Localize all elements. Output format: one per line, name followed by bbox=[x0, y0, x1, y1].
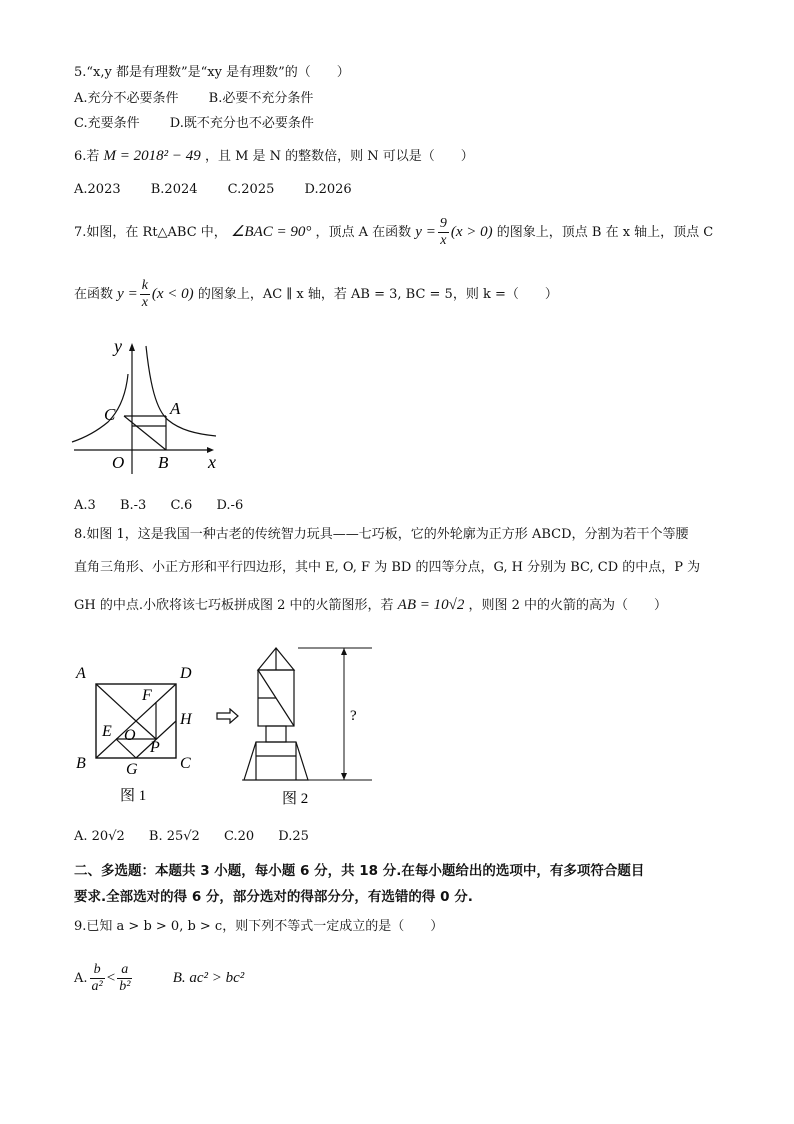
q7-label-b: B bbox=[158, 453, 169, 472]
q7-func2-lhs: y = bbox=[117, 286, 138, 302]
q7-segment-cb bbox=[124, 416, 166, 450]
q8-fig2-question: ? bbox=[350, 708, 357, 724]
q9-stem: 9.已知 a > b > 0, b > c，则下列不等式一定成立的是（ ） bbox=[74, 919, 444, 934]
q8-fig1-label-f: F bbox=[142, 687, 152, 704]
q7-func2-den: x bbox=[141, 295, 148, 310]
q6-stem-math: M = 2018² − 49 bbox=[103, 148, 201, 164]
q5-options-row2 bbox=[74, 115, 340, 133]
q8-line3-post: ，则图 2 中的火箭的高为（ ） bbox=[468, 598, 668, 613]
q8-fig1-label-a: A bbox=[76, 665, 86, 682]
q8-fig1-label-e: E bbox=[102, 723, 112, 740]
q6-option-d: D.2026 bbox=[304, 182, 352, 197]
q9-option-a-label: A. bbox=[74, 971, 88, 986]
q8-fig1-label-b: B bbox=[76, 755, 86, 772]
q7-label-c: C bbox=[104, 405, 116, 424]
q7-func-domain: (x > 0) bbox=[450, 224, 493, 240]
q6-option-a: A.2023 bbox=[74, 182, 121, 197]
q8-fig1-label-p: P bbox=[150, 739, 160, 756]
q7-option-a: A.3 bbox=[74, 498, 96, 513]
q9-a-lden: a² bbox=[91, 979, 103, 994]
q8-line2: 直角三角形、小正方形和平行四边形，其中 E, O, F 为 BD 的四等分点，G, H 分别为 BC, CD 的中点，P 为 bbox=[74, 560, 701, 575]
q7-func-den: x bbox=[440, 233, 447, 248]
q7-func2-num: k bbox=[141, 278, 148, 293]
q8-fig2-arrow-down bbox=[341, 773, 347, 780]
q9-a-rden: b² bbox=[119, 979, 131, 994]
q8-line3-pre: GH 的中点.小欣将该七巧板拼成图 2 中的火箭图形，若 bbox=[74, 598, 394, 613]
q8-fig1-label-c: C bbox=[180, 755, 191, 772]
q7-options bbox=[74, 497, 263, 515]
q7-line2-post: 的图象上，AC ∥ x 轴，若 AB = 3, BC = 5，则 k =（ ） bbox=[197, 287, 558, 302]
q9-options bbox=[74, 960, 244, 997]
q7-option-c: C.6 bbox=[170, 498, 193, 513]
q6-options bbox=[74, 181, 378, 199]
q7-curve-right bbox=[146, 346, 216, 436]
q5-stem: 5.“x,y 都是有理数”是“xy 是有理数”的（ ） bbox=[74, 65, 350, 80]
q7-func-num: 9 bbox=[439, 216, 447, 231]
q6-stem-post: ，且 M 是 N 的整数倍，则 N 可以是（ ） bbox=[204, 149, 474, 164]
q7-line2-pre: 在函数 bbox=[74, 287, 114, 302]
q8-option-d: D.25 bbox=[278, 829, 309, 844]
q8-fig1-line-a-o bbox=[96, 684, 136, 721]
q7-label-a: A bbox=[170, 399, 181, 418]
q8-fig2-fins bbox=[244, 742, 308, 780]
q9-option-a-right-fraction bbox=[117, 962, 132, 995]
q8-fig1-label-g: G bbox=[126, 761, 138, 778]
q8-option-a: A. 20√2 bbox=[74, 829, 125, 844]
q7-figure bbox=[68, 334, 228, 476]
q8-figure1 bbox=[68, 656, 208, 806]
q7-func2-domain: (x < 0) bbox=[151, 286, 194, 302]
q7-curve-left bbox=[72, 374, 128, 442]
q6-stem bbox=[74, 147, 474, 166]
q5-options-row1 bbox=[74, 90, 339, 108]
q6-option-b: B.2024 bbox=[150, 182, 198, 197]
q8-options bbox=[74, 828, 329, 846]
q6-stem-pre: 6.若 bbox=[74, 149, 100, 164]
q8-line3 bbox=[74, 596, 667, 615]
q8-fig1-label-d: D bbox=[180, 665, 192, 682]
q7-line1-pre: 7.如图，在 Rt△ABC 中， bbox=[74, 225, 227, 240]
q6-option-c: C.2025 bbox=[227, 182, 275, 197]
q9-a-rnum: a bbox=[117, 962, 132, 979]
q5-option-b: B.必要不充分条件 bbox=[208, 91, 314, 106]
q8-fig1-caption: 图 1 bbox=[120, 788, 147, 804]
q8-fig1-label-o: O bbox=[124, 727, 136, 744]
q7-y-arrow bbox=[129, 343, 135, 351]
q7-func-fraction bbox=[438, 216, 449, 249]
q8-fig2-caption: 图 2 bbox=[282, 791, 309, 807]
q5-option-c: C.充要条件 bbox=[74, 116, 140, 131]
q7-line1 bbox=[74, 214, 713, 251]
q8-fig1-label-h: H bbox=[180, 711, 192, 728]
q8-fig1-line-o-p bbox=[136, 721, 156, 739]
q7-option-b: B.-3 bbox=[119, 498, 147, 513]
q7-label-x: x bbox=[208, 452, 216, 472]
q8-figure2 bbox=[236, 640, 376, 810]
q7-func2-fraction bbox=[140, 278, 150, 311]
q8-fig2-arrow-up bbox=[341, 648, 347, 655]
q7-func-lhs: y = bbox=[415, 224, 436, 240]
q7-label-y: y bbox=[114, 336, 122, 356]
section2-heading-line1: 二、多选题：本题共 3 小题，每小题 6 分，共 18 分.在每小题给出的选项中，有多项符合题目 bbox=[74, 863, 645, 879]
q7-option-d: D.-6 bbox=[216, 498, 244, 513]
q8-line1: 8.如图 1，这是我国一种古老的传统智力玩具——七巧板，它的外轮廓为正方形 ABCD，分割为若干个等腰 bbox=[74, 527, 689, 542]
q5-option-a: A.充分不必要条件 bbox=[74, 91, 179, 106]
q8-option-b: B. 25√2 bbox=[148, 829, 200, 844]
q5-option-d: D.既不充分也不必要条件 bbox=[169, 116, 314, 131]
q8-option-c: C.20 bbox=[223, 829, 255, 844]
q9-a-lnum: b bbox=[90, 962, 105, 979]
q8-fig2-neck bbox=[266, 726, 286, 742]
q7-line1-mid: ，顶点 A 在函数 bbox=[315, 225, 412, 240]
q9-option-a-left-fraction bbox=[90, 962, 105, 995]
q7-label-o: O bbox=[112, 453, 125, 472]
q7-angle: ∠BAC = 90° bbox=[230, 224, 312, 240]
q7-line1-post: 的图象上，顶点 B 在 x 轴上，顶点 C bbox=[496, 225, 714, 240]
q9-option-b: B. ac² > bc² bbox=[172, 970, 245, 986]
q7-line2 bbox=[74, 276, 558, 313]
section2-heading-line2: 要求.全部选对的得 6 分，部分选对的得部分分，有选错的得 0 分. bbox=[74, 889, 473, 905]
q8-line3-math: AB = 10√2 bbox=[397, 597, 465, 613]
q9-a-rel: < bbox=[106, 970, 116, 986]
